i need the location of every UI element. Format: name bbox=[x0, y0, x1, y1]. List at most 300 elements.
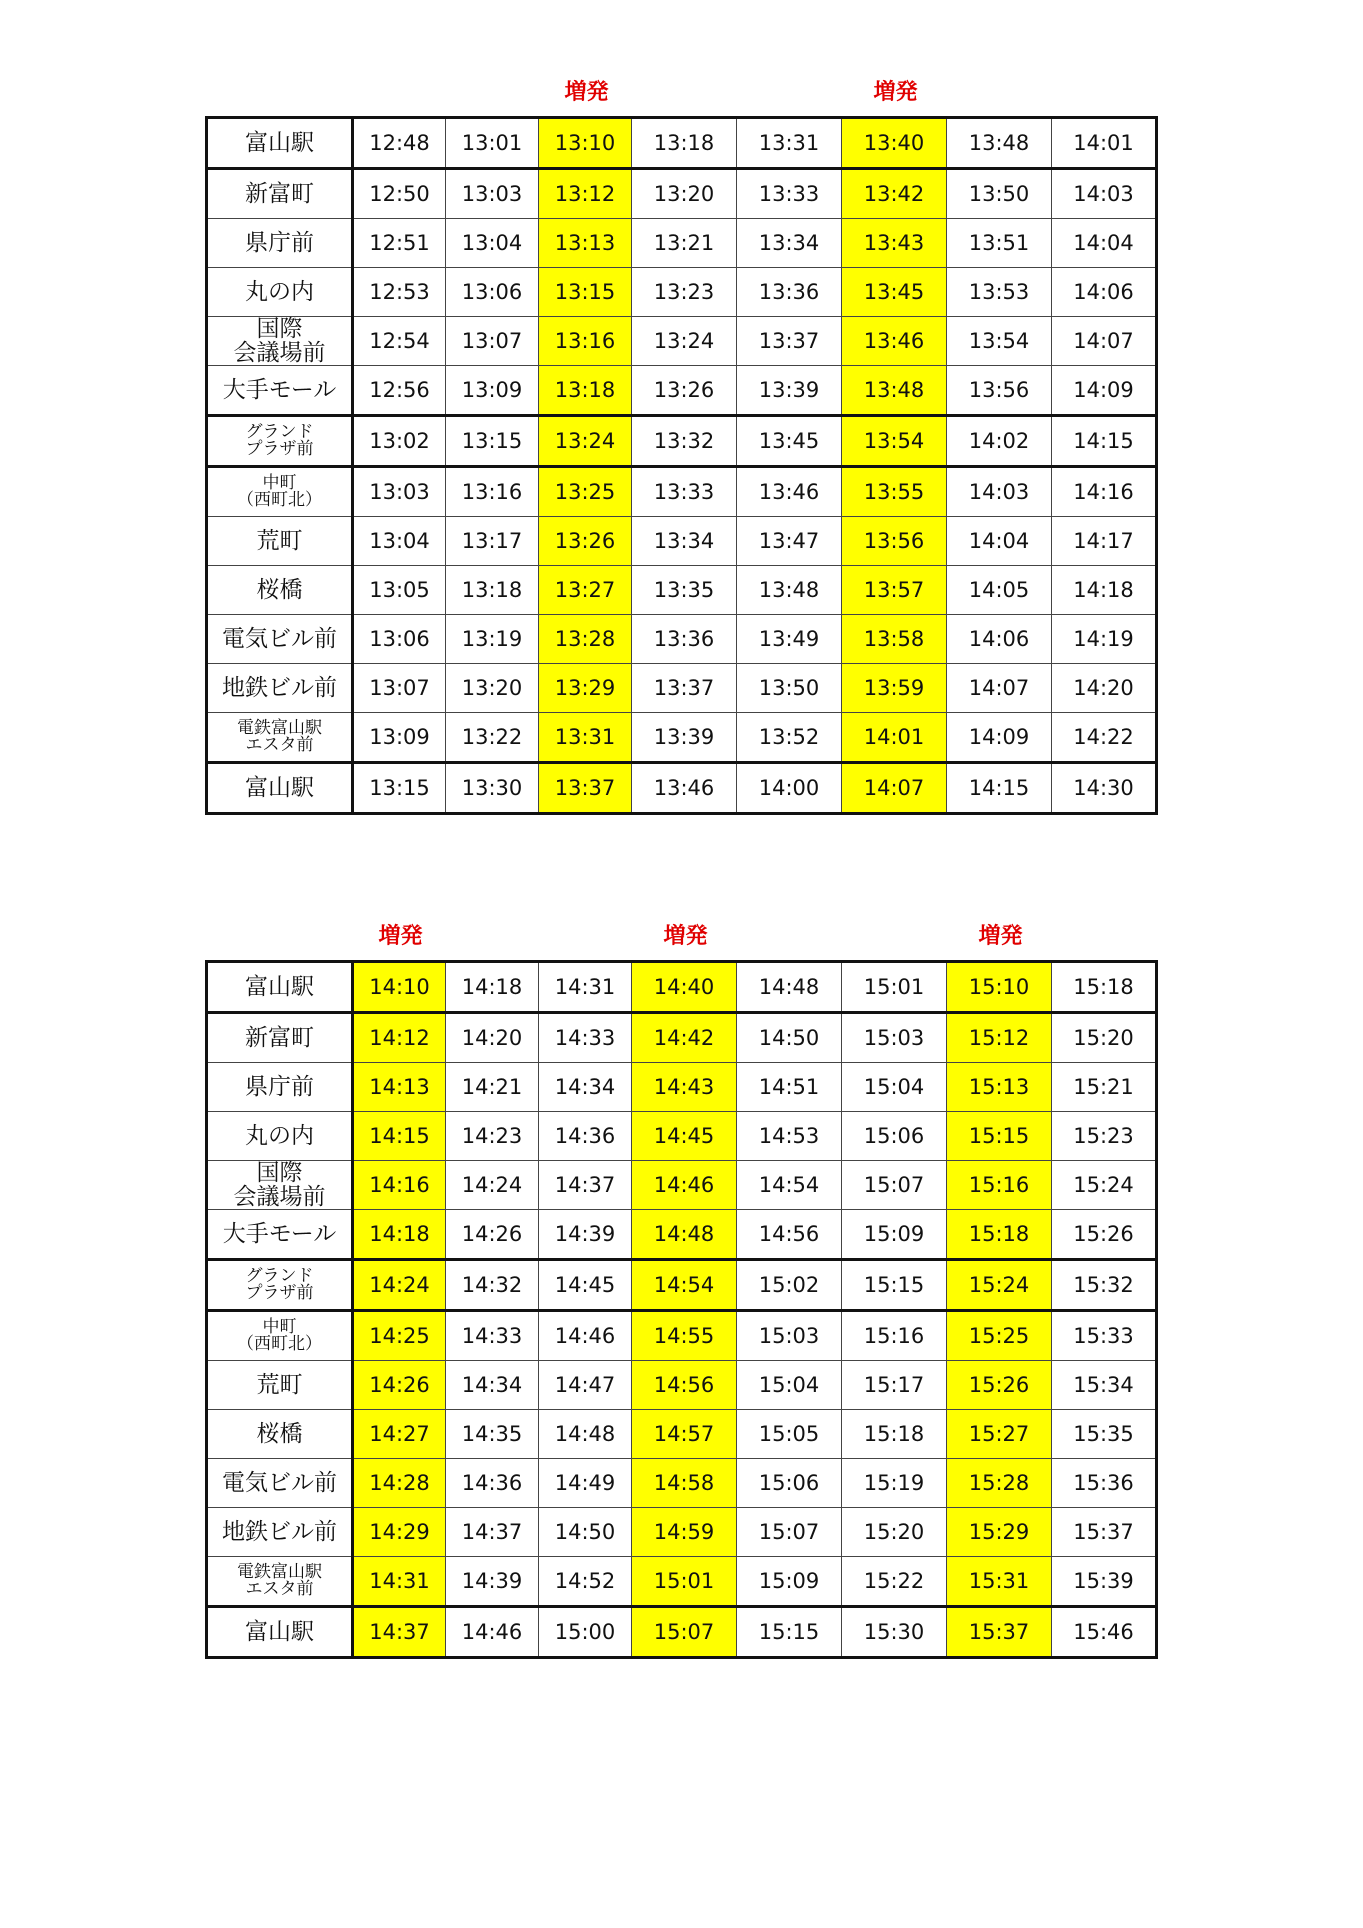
station-name bbox=[207, 1260, 353, 1311]
departure-time: 13:37 bbox=[632, 664, 737, 713]
departure-time: 13:15 bbox=[353, 763, 446, 814]
departure-time: 15:00 bbox=[539, 1607, 632, 1658]
extra-service-labels bbox=[205, 922, 1158, 960]
station-name-line: 地鉄ビル前 bbox=[222, 675, 337, 702]
station-name bbox=[207, 566, 353, 615]
departure-time: 14:39 bbox=[446, 1557, 539, 1607]
departure-time: 15:24 bbox=[1052, 1161, 1157, 1210]
timetable-row bbox=[207, 1557, 1157, 1607]
departure-time: 14:37 bbox=[446, 1508, 539, 1557]
departure-time: 15:23 bbox=[1052, 1112, 1157, 1161]
departure-time: 13:56 bbox=[842, 517, 947, 566]
departure-time: 12:48 bbox=[353, 118, 446, 169]
station-name-line: 会議場前 bbox=[233, 340, 326, 367]
departure-time: 13:25 bbox=[539, 467, 632, 517]
departure-time: 13:03 bbox=[446, 169, 539, 219]
departure-time: 15:27 bbox=[947, 1410, 1052, 1459]
timetable-section-2 bbox=[205, 922, 1158, 1659]
departure-time: 15:25 bbox=[947, 1311, 1052, 1361]
station-name-line: 新富町 bbox=[245, 1024, 314, 1051]
departure-time: 13:02 bbox=[353, 416, 446, 467]
departure-time: 14:05 bbox=[947, 566, 1052, 615]
departure-time: 15:04 bbox=[842, 1063, 947, 1112]
departure-time: 14:21 bbox=[446, 1063, 539, 1112]
timetable-row bbox=[207, 962, 1157, 1013]
timetable-row bbox=[207, 1112, 1157, 1161]
departure-time: 14:51 bbox=[737, 1063, 842, 1112]
departure-time: 13:28 bbox=[539, 615, 632, 664]
extra-service-label: 増発 bbox=[564, 80, 609, 105]
departure-time: 13:18 bbox=[539, 366, 632, 416]
departure-time: 13:47 bbox=[737, 517, 842, 566]
departure-time: 14:23 bbox=[446, 1112, 539, 1161]
departure-time: 15:06 bbox=[842, 1112, 947, 1161]
station-name-line: プラザ前 bbox=[245, 439, 314, 460]
station-name-line: 富山駅 bbox=[245, 129, 314, 156]
departure-time: 14:57 bbox=[632, 1410, 737, 1459]
station-name bbox=[207, 1557, 353, 1607]
departure-time: 13:04 bbox=[353, 517, 446, 566]
departure-time: 15:37 bbox=[1052, 1508, 1157, 1557]
departure-time: 15:32 bbox=[1052, 1260, 1157, 1311]
departure-time: 13:45 bbox=[737, 416, 842, 467]
station-name-line: （西町北） bbox=[237, 1334, 322, 1355]
station-name bbox=[207, 1459, 353, 1508]
station-name bbox=[207, 268, 353, 317]
extra-service-labels bbox=[205, 78, 1158, 116]
departure-time: 13:27 bbox=[539, 566, 632, 615]
departure-time: 14:26 bbox=[446, 1210, 539, 1260]
departure-time: 13:46 bbox=[737, 467, 842, 517]
departure-time: 15:01 bbox=[632, 1557, 737, 1607]
station-name bbox=[207, 416, 353, 467]
station-name-line: 電鉄富山駅 bbox=[237, 718, 322, 739]
departure-time: 14:24 bbox=[353, 1260, 446, 1311]
station-name-line: 丸の内 bbox=[245, 278, 314, 305]
departure-time: 14:36 bbox=[539, 1112, 632, 1161]
departure-time: 14:50 bbox=[737, 1013, 842, 1063]
departure-time: 15:12 bbox=[947, 1013, 1052, 1063]
departure-time: 14:01 bbox=[842, 713, 947, 763]
departure-time: 14:47 bbox=[539, 1361, 632, 1410]
departure-time: 14:48 bbox=[539, 1410, 632, 1459]
station-name bbox=[207, 169, 353, 219]
departure-time: 14:16 bbox=[353, 1161, 446, 1210]
departure-time: 13:30 bbox=[446, 763, 539, 814]
station-name-line: 桜橋 bbox=[256, 577, 303, 604]
departure-time: 15:15 bbox=[737, 1607, 842, 1658]
timetable-row bbox=[207, 615, 1157, 664]
departure-time: 13:20 bbox=[632, 169, 737, 219]
departure-time: 15:20 bbox=[1052, 1013, 1157, 1063]
station-name-line: 富山駅 bbox=[245, 1619, 314, 1646]
departure-time: 14:02 bbox=[947, 416, 1052, 467]
departure-time: 15:18 bbox=[1052, 962, 1157, 1013]
departure-time: 14:48 bbox=[737, 962, 842, 1013]
departure-time: 13:23 bbox=[632, 268, 737, 317]
departure-time: 13:57 bbox=[842, 566, 947, 615]
departure-time: 13:33 bbox=[737, 169, 842, 219]
departure-time: 13:31 bbox=[539, 713, 632, 763]
departure-time: 13:49 bbox=[737, 615, 842, 664]
timetable-row bbox=[207, 1459, 1157, 1508]
departure-time: 14:54 bbox=[632, 1260, 737, 1311]
timetable-row bbox=[207, 1361, 1157, 1410]
departure-time: 15:36 bbox=[1052, 1459, 1157, 1508]
departure-time: 15:09 bbox=[737, 1557, 842, 1607]
departure-time: 13:32 bbox=[632, 416, 737, 467]
departure-time: 13:59 bbox=[842, 664, 947, 713]
departure-time: 13:24 bbox=[632, 317, 737, 366]
departure-time: 14:45 bbox=[539, 1260, 632, 1311]
extra-service-label: 増発 bbox=[378, 924, 423, 949]
station-name bbox=[207, 467, 353, 517]
departure-time: 12:50 bbox=[353, 169, 446, 219]
station-name bbox=[207, 219, 353, 268]
station-name bbox=[207, 1161, 353, 1210]
departure-time: 13:36 bbox=[737, 268, 842, 317]
departure-time: 13:43 bbox=[842, 219, 947, 268]
departure-time: 14:46 bbox=[632, 1161, 737, 1210]
departure-time: 14:03 bbox=[1052, 169, 1157, 219]
departure-time: 14:58 bbox=[632, 1459, 737, 1508]
departure-time: 13:16 bbox=[539, 317, 632, 366]
timetable-row bbox=[207, 1607, 1157, 1658]
timetable-row bbox=[207, 517, 1157, 566]
departure-time: 13:40 bbox=[842, 118, 947, 169]
departure-time: 13:39 bbox=[737, 366, 842, 416]
departure-time: 13:03 bbox=[353, 467, 446, 517]
departure-time: 14:07 bbox=[1052, 317, 1157, 366]
departure-time: 15:10 bbox=[947, 962, 1052, 1013]
station-name bbox=[207, 713, 353, 763]
departure-time: 15:26 bbox=[1052, 1210, 1157, 1260]
departure-time: 15:21 bbox=[1052, 1063, 1157, 1112]
departure-time: 13:24 bbox=[539, 416, 632, 467]
station-name bbox=[207, 1311, 353, 1361]
departure-time: 14:15 bbox=[1052, 416, 1157, 467]
departure-time: 15:46 bbox=[1052, 1607, 1157, 1658]
timetable-row bbox=[207, 1210, 1157, 1260]
timetable-row bbox=[207, 169, 1157, 219]
departure-time: 15:06 bbox=[737, 1459, 842, 1508]
departure-time: 15:39 bbox=[1052, 1557, 1157, 1607]
departure-time: 13:18 bbox=[446, 566, 539, 615]
departure-time: 14:45 bbox=[632, 1112, 737, 1161]
departure-time: 15:03 bbox=[842, 1013, 947, 1063]
station-name-line: 電気ビル前 bbox=[222, 1470, 337, 1497]
station-name bbox=[207, 1063, 353, 1112]
departure-time: 13:31 bbox=[737, 118, 842, 169]
timetable-row bbox=[207, 566, 1157, 615]
departure-time: 13:50 bbox=[947, 169, 1052, 219]
departure-time: 13:36 bbox=[632, 615, 737, 664]
departure-time: 13:37 bbox=[737, 317, 842, 366]
departure-time: 14:26 bbox=[353, 1361, 446, 1410]
departure-time: 15:33 bbox=[1052, 1311, 1157, 1361]
departure-time: 14:16 bbox=[1052, 467, 1157, 517]
departure-time: 14:31 bbox=[353, 1557, 446, 1607]
departure-time: 15:35 bbox=[1052, 1410, 1157, 1459]
departure-time: 14:29 bbox=[353, 1508, 446, 1557]
departure-time: 14:18 bbox=[446, 962, 539, 1013]
departure-time: 13:06 bbox=[446, 268, 539, 317]
departure-time: 13:48 bbox=[842, 366, 947, 416]
departure-time: 14:46 bbox=[446, 1607, 539, 1658]
departure-time: 14:07 bbox=[842, 763, 947, 814]
departure-time: 13:56 bbox=[947, 366, 1052, 416]
departure-time: 14:34 bbox=[446, 1361, 539, 1410]
timetable-row bbox=[207, 713, 1157, 763]
departure-time: 15:37 bbox=[947, 1607, 1052, 1658]
departure-time: 13:55 bbox=[842, 467, 947, 517]
departure-time: 13:29 bbox=[539, 664, 632, 713]
station-name-line: プラザ前 bbox=[245, 1283, 314, 1304]
departure-time: 13:13 bbox=[539, 219, 632, 268]
departure-time: 12:54 bbox=[353, 317, 446, 366]
departure-time: 14:50 bbox=[539, 1508, 632, 1557]
departure-time: 14:36 bbox=[446, 1459, 539, 1508]
departure-time: 13:45 bbox=[842, 268, 947, 317]
departure-time: 14:55 bbox=[632, 1311, 737, 1361]
departure-time: 14:01 bbox=[1052, 118, 1157, 169]
station-name-line: 会議場前 bbox=[233, 1184, 326, 1211]
departure-time: 15:03 bbox=[737, 1311, 842, 1361]
departure-time: 15:01 bbox=[842, 962, 947, 1013]
departure-time: 14:52 bbox=[539, 1557, 632, 1607]
departure-time: 13:06 bbox=[353, 615, 446, 664]
departure-time: 15:34 bbox=[1052, 1361, 1157, 1410]
departure-time: 13:07 bbox=[446, 317, 539, 366]
departure-time: 13:54 bbox=[842, 416, 947, 467]
departure-time: 14:06 bbox=[1052, 268, 1157, 317]
departure-time: 15:09 bbox=[842, 1210, 947, 1260]
departure-time: 13:34 bbox=[737, 219, 842, 268]
departure-time: 13:21 bbox=[632, 219, 737, 268]
departure-time: 14:10 bbox=[353, 962, 446, 1013]
station-name bbox=[207, 1112, 353, 1161]
departure-time: 15:30 bbox=[842, 1607, 947, 1658]
station-name bbox=[207, 517, 353, 566]
station-name-line: 中町 bbox=[262, 473, 297, 494]
departure-time: 13:07 bbox=[353, 664, 446, 713]
departure-time: 13:26 bbox=[539, 517, 632, 566]
extra-service-label: 増発 bbox=[873, 80, 918, 105]
departure-time: 15:22 bbox=[842, 1557, 947, 1607]
departure-time: 15:07 bbox=[842, 1161, 947, 1210]
station-name-line: 荒町 bbox=[256, 1372, 303, 1399]
departure-time: 12:53 bbox=[353, 268, 446, 317]
departure-time: 14:04 bbox=[1052, 219, 1157, 268]
departure-time: 15:18 bbox=[947, 1210, 1052, 1260]
departure-time: 15:31 bbox=[947, 1557, 1052, 1607]
departure-time: 13:48 bbox=[947, 118, 1052, 169]
departure-time: 13:01 bbox=[446, 118, 539, 169]
departure-time: 14:37 bbox=[539, 1161, 632, 1210]
station-name-line: 桜橋 bbox=[256, 1421, 303, 1448]
departure-time: 14:03 bbox=[947, 467, 1052, 517]
departure-time: 14:33 bbox=[446, 1311, 539, 1361]
departure-time: 14:00 bbox=[737, 763, 842, 814]
departure-time: 15:26 bbox=[947, 1361, 1052, 1410]
departure-time: 12:51 bbox=[353, 219, 446, 268]
departure-time: 15:13 bbox=[947, 1063, 1052, 1112]
station-name bbox=[207, 763, 353, 814]
departure-time: 13:15 bbox=[539, 268, 632, 317]
departure-time: 13:48 bbox=[737, 566, 842, 615]
extra-service-label: 増発 bbox=[978, 924, 1023, 949]
departure-time: 15:28 bbox=[947, 1459, 1052, 1508]
departure-time: 14:56 bbox=[737, 1210, 842, 1260]
departure-time: 13:05 bbox=[353, 566, 446, 615]
station-name bbox=[207, 118, 353, 169]
departure-time: 14:25 bbox=[353, 1311, 446, 1361]
departure-time: 14:09 bbox=[1052, 366, 1157, 416]
departure-time: 14:20 bbox=[446, 1013, 539, 1063]
departure-time: 14:56 bbox=[632, 1361, 737, 1410]
station-name bbox=[207, 1361, 353, 1410]
departure-time: 14:20 bbox=[1052, 664, 1157, 713]
station-name-line: 地鉄ビル前 bbox=[222, 1519, 337, 1546]
departure-time: 15:16 bbox=[947, 1161, 1052, 1210]
station-name-line: （西町北） bbox=[237, 490, 322, 511]
timetable-row bbox=[207, 763, 1157, 814]
departure-time: 15:15 bbox=[947, 1112, 1052, 1161]
station-name-line: エスタ前 bbox=[245, 735, 314, 756]
departure-time: 13:10 bbox=[539, 118, 632, 169]
departure-time: 15:24 bbox=[947, 1260, 1052, 1311]
departure-time: 13:42 bbox=[842, 169, 947, 219]
station-name-line: 県庁前 bbox=[245, 1073, 314, 1100]
departure-time: 13:20 bbox=[446, 664, 539, 713]
departure-time: 14:13 bbox=[353, 1063, 446, 1112]
timetable-row bbox=[207, 467, 1157, 517]
station-name bbox=[207, 1410, 353, 1459]
departure-time: 15:05 bbox=[737, 1410, 842, 1459]
timetable-row bbox=[207, 1013, 1157, 1063]
station-name-line: 大手モール bbox=[222, 377, 337, 404]
departure-time: 14:53 bbox=[737, 1112, 842, 1161]
departure-time: 13:26 bbox=[632, 366, 737, 416]
departure-time: 15:20 bbox=[842, 1508, 947, 1557]
timetable-row bbox=[207, 1063, 1157, 1112]
station-name-line: エスタ前 bbox=[245, 1579, 314, 1600]
station-name bbox=[207, 1013, 353, 1063]
timetable-row bbox=[207, 1508, 1157, 1557]
departure-time: 14:09 bbox=[947, 713, 1052, 763]
departure-time: 15:19 bbox=[842, 1459, 947, 1508]
departure-time: 14:42 bbox=[632, 1013, 737, 1063]
departure-time: 13:37 bbox=[539, 763, 632, 814]
departure-time: 15:16 bbox=[842, 1311, 947, 1361]
timetable-row bbox=[207, 1410, 1157, 1459]
departure-time: 14:59 bbox=[632, 1508, 737, 1557]
departure-time: 13:22 bbox=[446, 713, 539, 763]
departure-time: 14:37 bbox=[353, 1607, 446, 1658]
departure-time: 14:35 bbox=[446, 1410, 539, 1459]
station-name-line: 富山駅 bbox=[245, 973, 314, 1000]
departure-time: 13:34 bbox=[632, 517, 737, 566]
departure-time: 14:54 bbox=[737, 1161, 842, 1210]
station-name bbox=[207, 664, 353, 713]
departure-time: 14:22 bbox=[1052, 713, 1157, 763]
departure-time: 14:33 bbox=[539, 1013, 632, 1063]
departure-time: 13:53 bbox=[947, 268, 1052, 317]
station-name-line: 国際 bbox=[256, 316, 303, 342]
departure-time: 13:39 bbox=[632, 713, 737, 763]
departure-time: 13:46 bbox=[842, 317, 947, 366]
extra-service-label: 増発 bbox=[663, 924, 708, 949]
departure-time: 13:16 bbox=[446, 467, 539, 517]
departure-time: 14:15 bbox=[353, 1112, 446, 1161]
departure-time: 14:43 bbox=[632, 1063, 737, 1112]
departure-time: 15:18 bbox=[842, 1410, 947, 1459]
departure-time: 15:07 bbox=[632, 1607, 737, 1658]
departure-time: 14:06 bbox=[947, 615, 1052, 664]
departure-time: 14:19 bbox=[1052, 615, 1157, 664]
departure-time: 14:04 bbox=[947, 517, 1052, 566]
station-name bbox=[207, 366, 353, 416]
timetable-row bbox=[207, 1260, 1157, 1311]
station-name bbox=[207, 1210, 353, 1260]
timetable-row bbox=[207, 1161, 1157, 1210]
station-name bbox=[207, 615, 353, 664]
departure-time: 15:04 bbox=[737, 1361, 842, 1410]
departure-time: 13:15 bbox=[446, 416, 539, 467]
station-name-line: 県庁前 bbox=[245, 229, 314, 256]
departure-time: 13:09 bbox=[353, 713, 446, 763]
station-name bbox=[207, 1508, 353, 1557]
departure-time: 14:12 bbox=[353, 1013, 446, 1063]
station-name-line: 中町 bbox=[262, 1317, 297, 1338]
timetable-row bbox=[207, 118, 1157, 169]
station-name-line: 新富町 bbox=[245, 180, 314, 207]
timetable-row bbox=[207, 219, 1157, 268]
timetable-row bbox=[207, 366, 1157, 416]
departure-time: 13:54 bbox=[947, 317, 1052, 366]
departure-time: 15:15 bbox=[842, 1260, 947, 1311]
station-name-line: 富山駅 bbox=[245, 775, 314, 802]
departure-time: 14:18 bbox=[1052, 566, 1157, 615]
departure-time: 14:46 bbox=[539, 1311, 632, 1361]
departure-time: 15:07 bbox=[737, 1508, 842, 1557]
timetable-row bbox=[207, 416, 1157, 467]
departure-time: 13:50 bbox=[737, 664, 842, 713]
departure-time: 13:52 bbox=[737, 713, 842, 763]
station-name-line: 電気ビル前 bbox=[222, 626, 337, 653]
departure-time: 14:49 bbox=[539, 1459, 632, 1508]
departure-time: 14:27 bbox=[353, 1410, 446, 1459]
departure-time: 14:30 bbox=[1052, 763, 1157, 814]
departure-time: 14:18 bbox=[353, 1210, 446, 1260]
station-name-line: 荒町 bbox=[256, 528, 303, 555]
departure-time: 13:35 bbox=[632, 566, 737, 615]
station-name-line: グランド bbox=[245, 422, 314, 443]
departure-time: 14:40 bbox=[632, 962, 737, 1013]
departure-time: 13:09 bbox=[446, 366, 539, 416]
station-name bbox=[207, 962, 353, 1013]
station-name-line: 大手モール bbox=[222, 1221, 337, 1248]
station-name bbox=[207, 1607, 353, 1658]
departure-time: 14:17 bbox=[1052, 517, 1157, 566]
timetable-row bbox=[207, 664, 1157, 713]
timetable-row bbox=[207, 1311, 1157, 1361]
departure-time: 13:12 bbox=[539, 169, 632, 219]
departure-time: 14:28 bbox=[353, 1459, 446, 1508]
departure-time: 13:33 bbox=[632, 467, 737, 517]
station-name-line: 電鉄富山駅 bbox=[237, 1562, 322, 1583]
departure-time: 14:24 bbox=[446, 1161, 539, 1210]
